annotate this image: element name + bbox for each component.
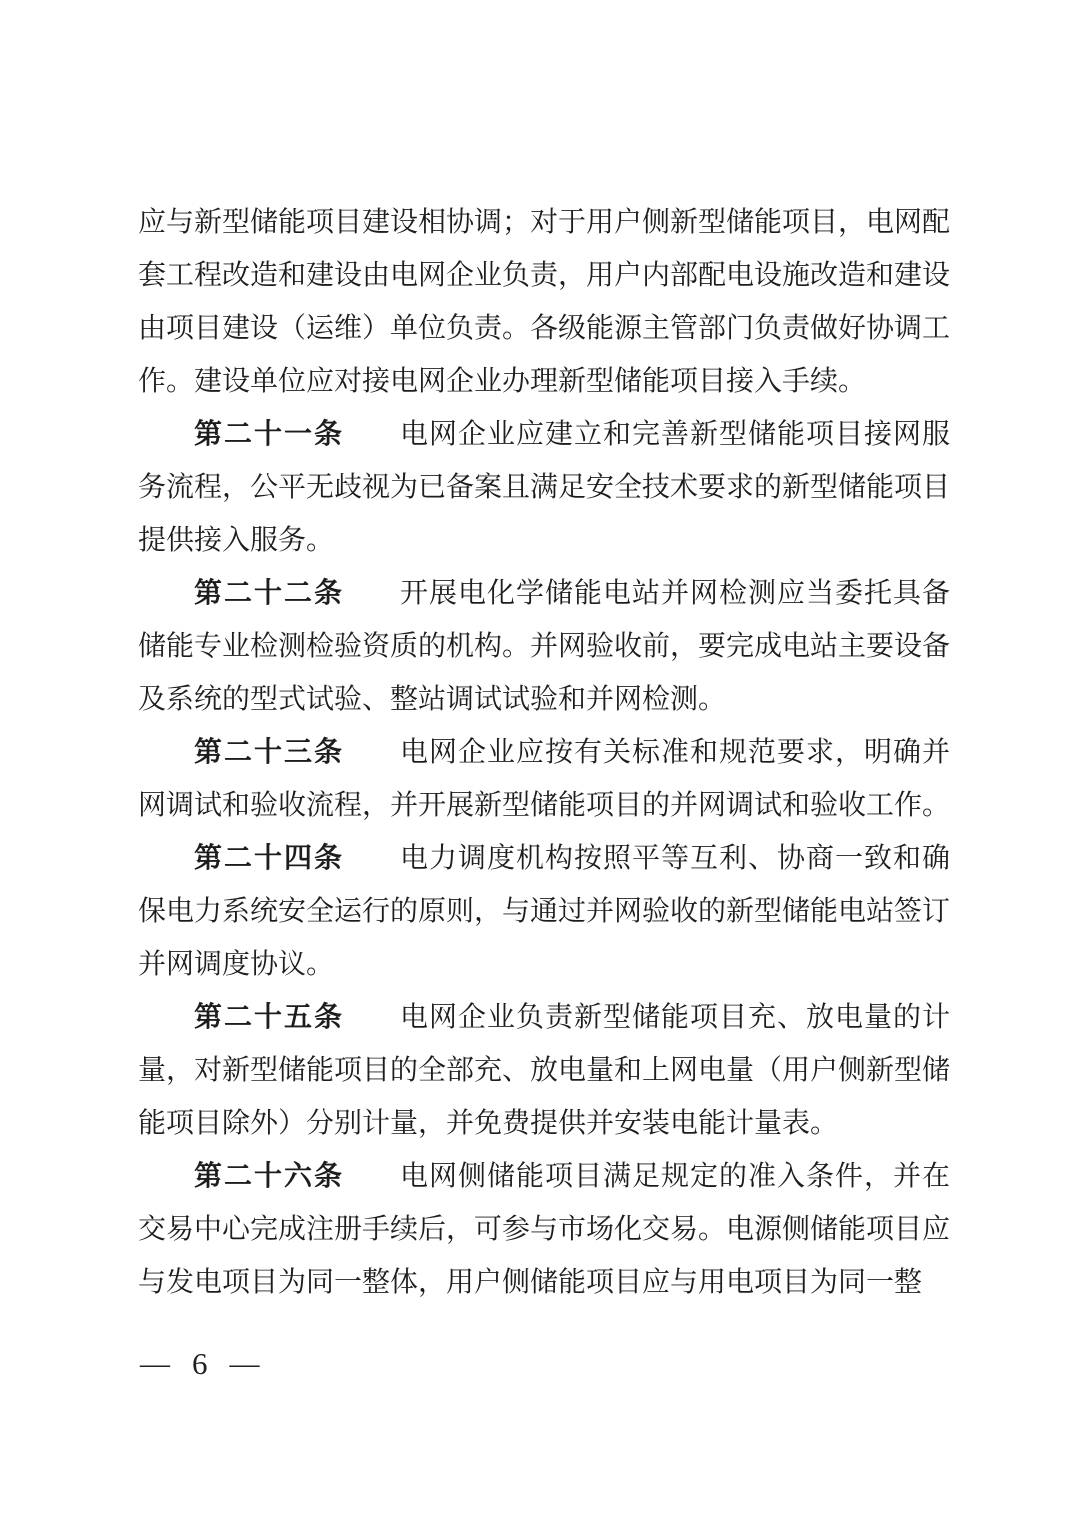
paragraph-article-22 — [138, 567, 950, 726]
paragraph-text: 电网企业应按有关标准和规范要求，明确并网调试和验收流程，并开展新型储能项目的并网调试和验收工作。 — [138, 737, 951, 821]
article-number: 第二十一条 — [194, 419, 344, 450]
paragraph-text: 开展电化学储能电站并网检测应当委托具备储能专业检测检验资质的机构。并网验收前，要完成电站主要设备及系统的型式试验、整站调试试验和并网检测。 — [138, 578, 951, 715]
paragraph-text: 电网企业应建立和完善新型储能项目接网服务流程，公平无歧视为已备案且满足安全技术要求的新型储能项目提供接入服务。 — [138, 419, 951, 556]
article-number: 第二十三条 — [194, 737, 344, 768]
paragraph-text: 电网企业负责新型储能项目充、放电量的计量，对新型储能项目的全部充、放电量和上网电量（用户侧新型储能项目除外）分别计量，并免费提供并安装电能计量表。 — [138, 1002, 951, 1139]
paragraph-article-24 — [138, 832, 950, 991]
paragraph-article-26 — [138, 1150, 950, 1309]
paragraph-continuation — [138, 196, 950, 408]
document-body — [138, 196, 950, 1309]
paragraph-article-25 — [138, 991, 950, 1150]
page-footer — [140, 1342, 260, 1386]
paragraph-text: 电网侧储能项目满足规定的准入条件，并在交易中心完成注册手续后，可参与市场化交易。电源侧储能项目应与发电项目为同一整体，用户侧储能项目应与用电项目为同一整 — [138, 1161, 951, 1298]
paragraph-text: 应与新型储能项目建设相协调；对于用户侧新型储能项目，电网配套工程改造和建设由电网企业负责，用户内部配电设施改造和建设由项目建设（运维）单位负责。各级能源主管部门负责做好协调工作。建设单位应对接电网企业办理新型储能项目接入手续。 — [138, 207, 951, 397]
paragraph-article-21 — [138, 408, 950, 567]
footer-left-dash: — — [140, 1347, 170, 1380]
page-number: 6 — [192, 1346, 208, 1381]
article-number: 第二十六条 — [194, 1161, 344, 1192]
article-number: 第二十二条 — [194, 578, 344, 609]
paragraph-article-23 — [138, 726, 950, 832]
article-number: 第二十四条 — [194, 843, 344, 874]
paragraph-text: 电力调度机构按照平等互利、协商一致和确保电力系统安全运行的原则，与通过并网验收的新型储能电站签订并网调度协议。 — [138, 843, 951, 980]
article-number: 第二十五条 — [194, 1002, 344, 1033]
footer-right-dash: — — [229, 1347, 260, 1380]
